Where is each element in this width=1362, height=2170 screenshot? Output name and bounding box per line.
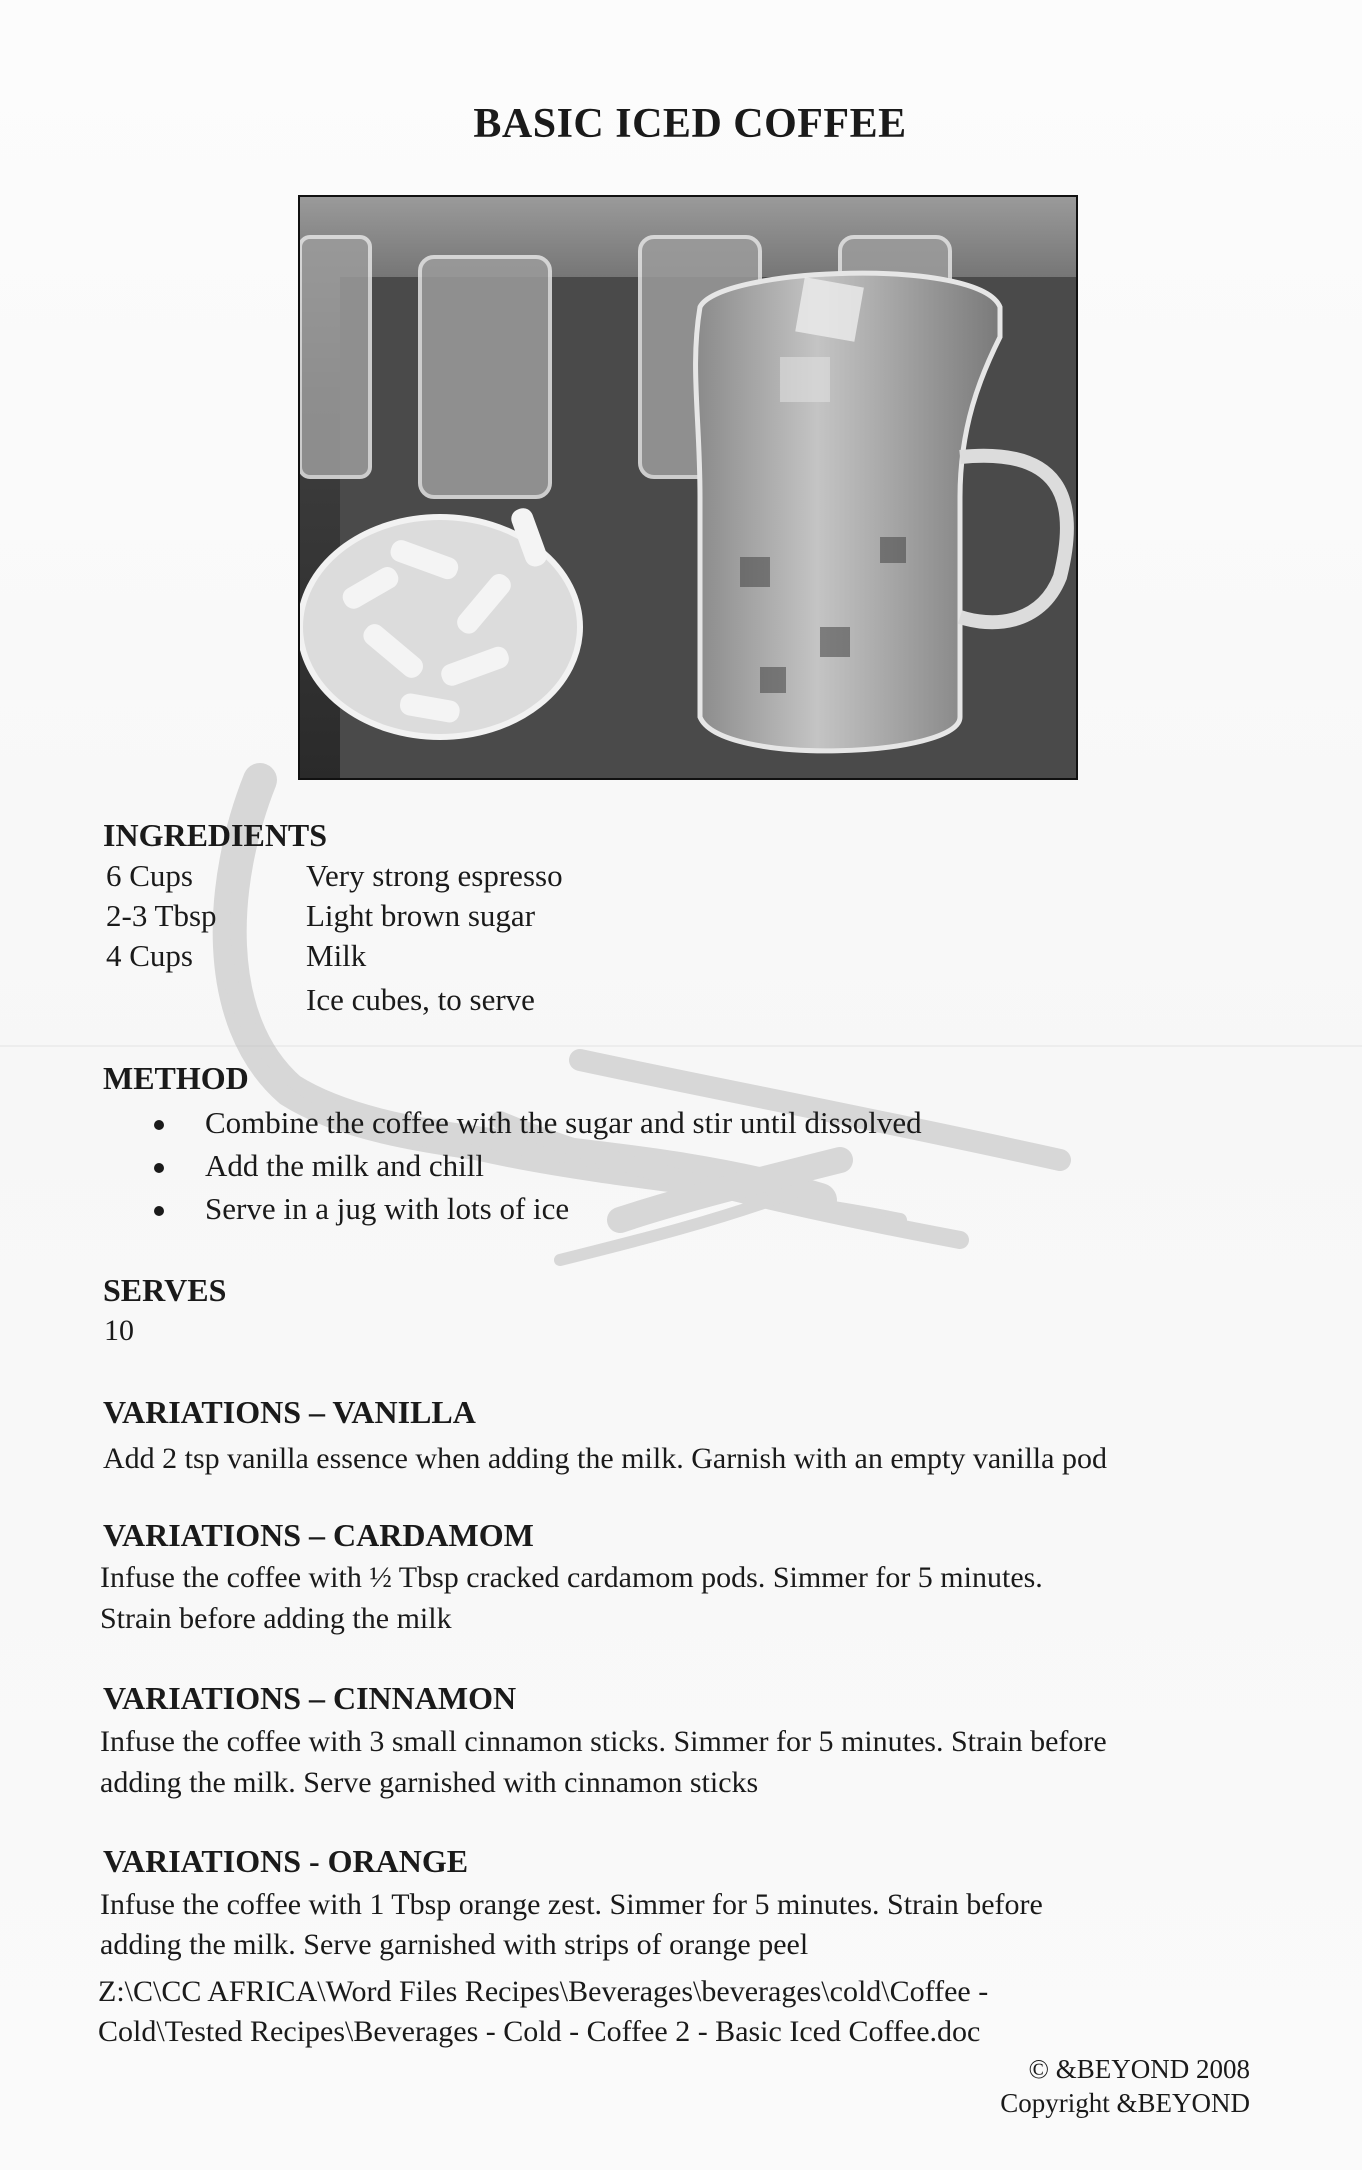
- recipe-title: BASIC ICED COFFEE: [473, 101, 907, 147]
- paper-fold: [0, 1045, 1362, 1047]
- bullet-icon: [154, 1163, 164, 1173]
- copyright-year: © &BEYOND 2008: [1028, 2054, 1250, 2084]
- variation-orange-text-line1: Infuse the coffee with 1 Tbsp orange zest. Simmer for 5 minutes. Strain before: [100, 1888, 1043, 1921]
- ingredient-quantity: 4 Cups: [106, 938, 193, 973]
- bullet-icon: [154, 1120, 164, 1130]
- ingredient-quantity: 2-3 Tbsp: [106, 898, 217, 933]
- variation-cardamom-text-line2: Strain before adding the milk: [100, 1602, 452, 1635]
- variation-cinnamon-heading: VARIATIONS – CINNAMON: [103, 1680, 517, 1716]
- bullet-icon: [154, 1206, 164, 1216]
- variation-cardamom-text-line1: Infuse the coffee with ½ Tbsp cracked cardamom pods. Simmer for 5 minutes.: [100, 1561, 1043, 1594]
- variation-cinnamon-text-line2: adding the milk. Serve garnished with cinnamon sticks: [100, 1766, 759, 1799]
- serves-value: 10: [104, 1314, 134, 1347]
- file-path-line2: Cold\Tested Recipes\Beverages - Cold - Coffee 2 - Basic Iced Coffee.doc: [98, 2015, 981, 2048]
- method-step-text: Combine the coffee with the sugar and stir until dissolved: [205, 1105, 922, 1140]
- file-path-line1: Z:\C\CC AFRICA\Word Files Recipes\Beverages\beverages\cold\Coffee -: [98, 1975, 989, 2008]
- serves-heading: SERVES: [103, 1272, 227, 1308]
- variation-cardamom-heading: VARIATIONS – CARDAMOM: [103, 1517, 534, 1553]
- method-step-text: Add the milk and chill: [205, 1148, 484, 1183]
- ingredient-name: Very strong espresso: [306, 858, 563, 893]
- method-heading: METHOD: [103, 1060, 249, 1096]
- ingredient-quantity: 6 Cups: [106, 858, 193, 893]
- method-step-text: Serve in a jug with lots of ice: [205, 1191, 570, 1226]
- variation-orange-heading: VARIATIONS - ORANGE: [103, 1843, 469, 1879]
- ingredients-heading: INGREDIENTS: [103, 817, 328, 853]
- ingredient-name: Light brown sugar: [306, 898, 536, 933]
- variation-vanilla-heading: VARIATIONS – VANILLA: [103, 1394, 476, 1430]
- variation-vanilla-text: Add 2 tsp vanilla essence when adding the milk. Garnish with an empty vanilla pod: [103, 1442, 1107, 1475]
- copyright-owner: Copyright &BEYOND: [1000, 2088, 1250, 2118]
- variation-cinnamon-text-line1: Infuse the coffee with 3 small cinnamon sticks. Simmer for 5 minutes. Strain before: [100, 1725, 1107, 1758]
- iced-coffee-photo: [298, 195, 1078, 780]
- ingredient-name: Milk: [306, 938, 367, 973]
- ingredient-name: Ice cubes, to serve: [306, 982, 535, 1017]
- variation-orange-text-line2: adding the milk. Serve garnished with strips of orange peel: [100, 1928, 809, 1961]
